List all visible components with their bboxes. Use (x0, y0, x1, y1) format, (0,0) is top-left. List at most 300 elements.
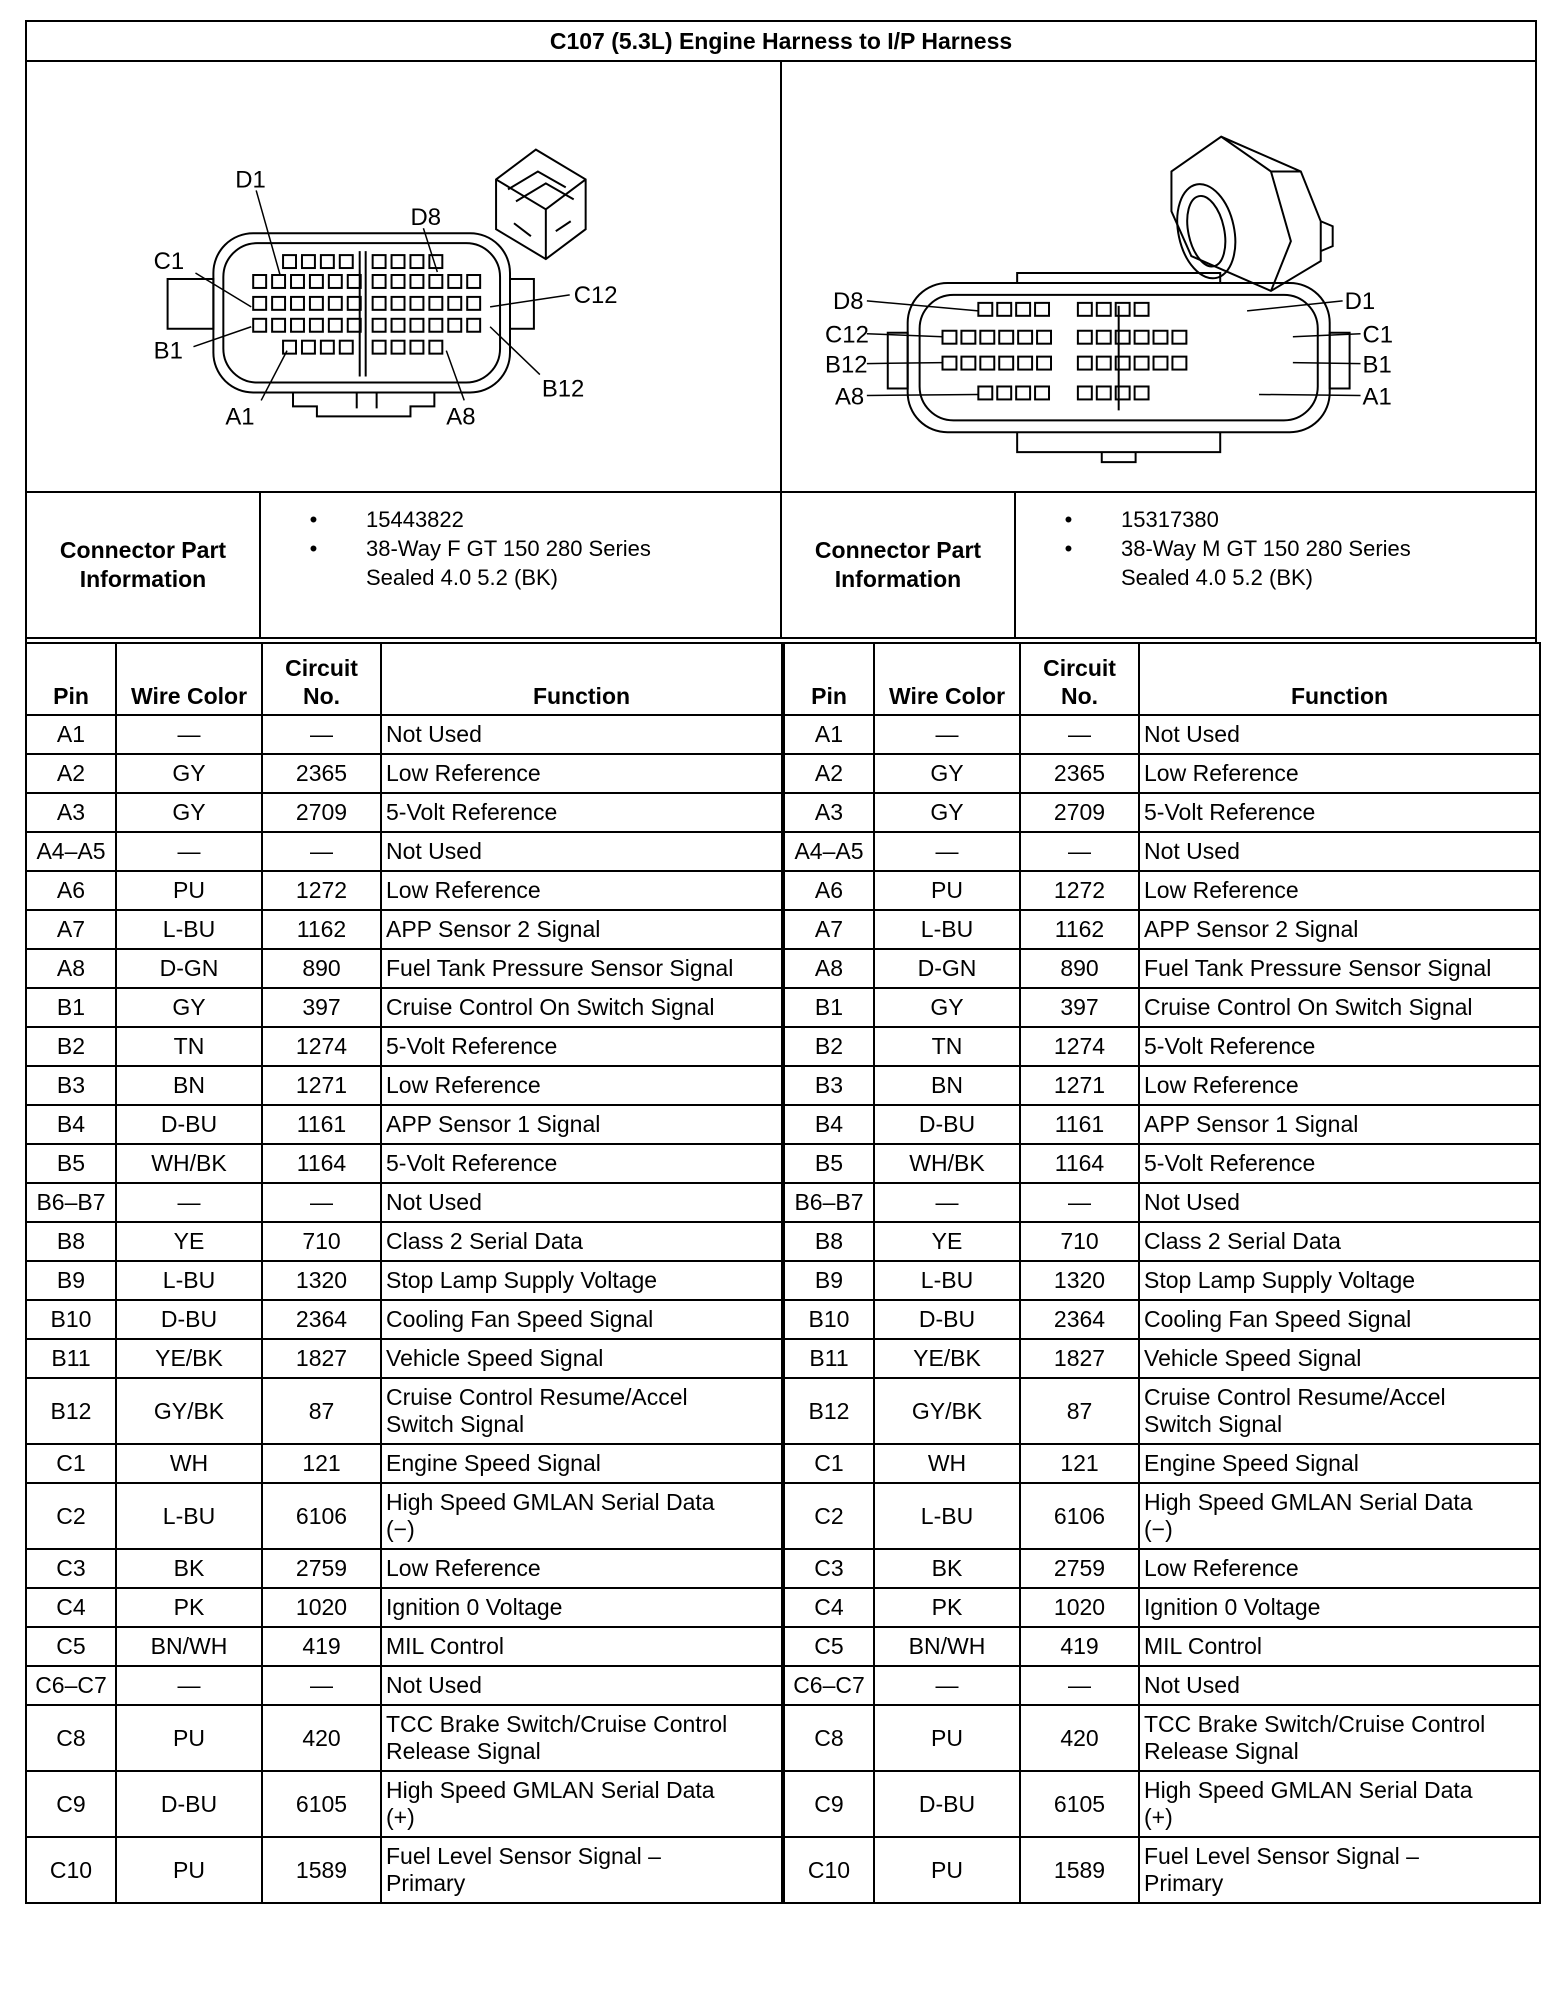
wire-color-cell: GY (116, 793, 262, 832)
function-cell: Not Used (381, 715, 782, 754)
cavity (429, 275, 442, 288)
bullet-icon: • (309, 507, 318, 532)
table-row (26, 910, 782, 949)
table-row (26, 1105, 782, 1144)
circuit-cell: 87 (262, 1378, 381, 1444)
pin-cell: B2 (784, 1027, 874, 1066)
wire-color-cell: PU (874, 1705, 1020, 1771)
table-row (26, 1339, 782, 1378)
table-row (784, 910, 1540, 949)
cavity (429, 319, 442, 332)
table-row (26, 988, 782, 1027)
wire-color-cell: GY (116, 988, 262, 1027)
function-cell: Low Reference (381, 871, 782, 910)
cavity (1097, 357, 1111, 370)
cavity (410, 341, 423, 354)
circuit-cell: 397 (262, 988, 381, 1027)
circuit-cell: — (1020, 1666, 1139, 1705)
circuit-cell: 890 (262, 949, 381, 988)
circuit-cell: 420 (262, 1705, 381, 1771)
circuit-cell: 6105 (262, 1771, 381, 1837)
pin-cell: B3 (784, 1066, 874, 1105)
page-title: C107 (5.3L) Engine Harness to I/P Harness (25, 20, 1537, 62)
cavity (410, 319, 423, 332)
header-function: Function (381, 643, 782, 715)
header-pin: Pin (26, 643, 116, 715)
function-cell: Fuel Level Sensor Signal – Primary (381, 1837, 782, 1903)
cavity (410, 275, 423, 288)
label-c1: C1 (1362, 321, 1394, 349)
table-row (784, 715, 1540, 754)
pin-cell: A1 (784, 715, 874, 754)
table-row (26, 1549, 782, 1588)
cavity (272, 319, 285, 332)
function-cell: Engine Speed Signal (1139, 1444, 1540, 1483)
pin-cell: B4 (784, 1105, 874, 1144)
table-row (784, 754, 1540, 793)
table-row (784, 1666, 1540, 1705)
circuit-cell: 2365 (1020, 754, 1139, 793)
circuit-cell: 1161 (262, 1105, 381, 1144)
cavity (997, 386, 1011, 399)
function-cell: Not Used (1139, 832, 1540, 871)
wire-color-cell: — (116, 1666, 262, 1705)
table-row (784, 1105, 1540, 1144)
cavity (1097, 303, 1111, 316)
table-row (784, 871, 1540, 910)
function-cell: TCC Brake Switch/Cruise Control Release Signal (1139, 1705, 1540, 1771)
function-cell: 5-Volt Reference (1139, 1144, 1540, 1183)
label-b1: B1 (1362, 351, 1392, 379)
pin-cell: B10 (26, 1300, 116, 1339)
circuit-cell: 1827 (262, 1339, 381, 1378)
cavity (980, 357, 994, 370)
cavity (1078, 357, 1092, 370)
cavity (1078, 331, 1092, 344)
circuit-cell: 1020 (262, 1588, 381, 1627)
wire-color-cell: — (116, 1183, 262, 1222)
cavity (1135, 357, 1149, 370)
table-row (26, 1627, 782, 1666)
header-pin: Pin (784, 643, 874, 715)
pin-cell: C8 (784, 1705, 874, 1771)
cavity (961, 331, 975, 344)
cavity (310, 319, 323, 332)
label-c12: C12 (573, 281, 618, 309)
right-part-info (780, 493, 1535, 637)
label-c12: C12 (825, 321, 869, 349)
function-cell: Fuel Level Sensor Signal – Primary (1139, 1837, 1540, 1903)
cavity (272, 297, 285, 310)
cavity (1078, 303, 1092, 316)
wire-color-cell: PU (116, 871, 262, 910)
function-cell: APP Sensor 2 Signal (1139, 910, 1540, 949)
function-cell: 5-Volt Reference (381, 793, 782, 832)
pin-cell: C8 (26, 1705, 116, 1771)
pin-cell: B9 (26, 1261, 116, 1300)
circuit-cell: 1272 (262, 871, 381, 910)
table-row (784, 1222, 1540, 1261)
function-cell: Not Used (381, 1183, 782, 1222)
bullet-icon: • (1064, 536, 1073, 561)
circuit-cell: 1271 (1020, 1066, 1139, 1105)
part-description: 38-Way F GT 150 280 Series Sealed 4.0 5.2 (BK) (366, 536, 651, 590)
circuit-cell: 1827 (1020, 1339, 1139, 1378)
circuit-cell: — (1020, 1183, 1139, 1222)
cavity (291, 319, 304, 332)
cavity (302, 341, 315, 354)
function-cell: Class 2 Serial Data (1139, 1222, 1540, 1261)
left-pin-table (25, 642, 783, 1904)
wire-color-cell: WH (116, 1444, 262, 1483)
function-cell: Ignition 0 Voltage (1139, 1588, 1540, 1627)
cavity (373, 297, 386, 310)
circuit-cell: 2709 (1020, 793, 1139, 832)
cavity (272, 275, 285, 288)
function-cell: High Speed GMLAN Serial Data (−) (381, 1483, 782, 1549)
table-row (784, 1483, 1540, 1549)
function-cell: MIL Control (381, 1627, 782, 1666)
pin-cell: B8 (784, 1222, 874, 1261)
cavity (1135, 331, 1149, 344)
label-d1: D1 (235, 166, 266, 194)
cavity (429, 297, 442, 310)
function-cell: Fuel Tank Pressure Sensor Signal (381, 949, 782, 988)
cavity (943, 357, 957, 370)
pin-cell: A7 (784, 910, 874, 949)
left-part-info (27, 493, 780, 637)
circuit-cell: 1161 (1020, 1105, 1139, 1144)
label-a8: A8 (835, 383, 865, 411)
circuit-cell: 890 (1020, 949, 1139, 988)
cavity (340, 341, 353, 354)
cavity (999, 357, 1013, 370)
cavity (253, 275, 266, 288)
circuit-cell: 121 (1020, 1444, 1139, 1483)
circuit-cell: 1164 (262, 1144, 381, 1183)
circuit-cell: 1162 (1020, 910, 1139, 949)
function-cell: High Speed GMLAN Serial Data (+) (381, 1771, 782, 1837)
cavity (1097, 386, 1111, 399)
wire-color-cell: YE (874, 1222, 1020, 1261)
circuit-cell: 121 (262, 1444, 381, 1483)
circuit-cell: 397 (1020, 988, 1139, 1027)
pin-cell: B3 (26, 1066, 116, 1105)
cavity (448, 275, 461, 288)
circuit-cell: 710 (262, 1222, 381, 1261)
table-row (26, 1066, 782, 1105)
function-cell: Engine Speed Signal (381, 1444, 782, 1483)
circuit-cell: 1274 (262, 1027, 381, 1066)
header-function: Function (1139, 643, 1540, 715)
circuit-cell: 2364 (262, 1300, 381, 1339)
cavity (980, 331, 994, 344)
wire-color-cell: PU (116, 1837, 262, 1903)
cavity (1172, 331, 1186, 344)
cavity (997, 303, 1011, 316)
circuit-cell: 1271 (262, 1066, 381, 1105)
cavity (1016, 303, 1030, 316)
cavity (253, 297, 266, 310)
function-cell: High Speed GMLAN Serial Data (+) (1139, 1771, 1540, 1837)
cavity (467, 297, 480, 310)
wire-color-cell: D-GN (116, 949, 262, 988)
function-cell: Not Used (1139, 715, 1540, 754)
pin-cell: C9 (26, 1771, 116, 1837)
function-cell: Not Used (1139, 1183, 1540, 1222)
circuit-cell: 710 (1020, 1222, 1139, 1261)
pin-cell: B11 (784, 1339, 874, 1378)
wire-color-cell: PK (874, 1588, 1020, 1627)
table-row (784, 1771, 1540, 1837)
pin-cell: B10 (784, 1300, 874, 1339)
function-cell: Low Reference (1139, 871, 1540, 910)
function-cell: 5-Volt Reference (381, 1144, 782, 1183)
table-row (26, 1144, 782, 1183)
pin-cell: B12 (26, 1378, 116, 1444)
wire-color-cell: D-BU (116, 1300, 262, 1339)
circuit-cell: 1320 (1020, 1261, 1139, 1300)
label-d1: D1 (1344, 287, 1376, 315)
pin-cell: B1 (784, 988, 874, 1027)
table-row (784, 1444, 1540, 1483)
wire-color-cell: YE (116, 1222, 262, 1261)
circuit-cell: 2759 (1020, 1549, 1139, 1588)
part-info-body (261, 493, 780, 637)
function-cell: Vehicle Speed Signal (381, 1339, 782, 1378)
wire-color-cell: PU (874, 871, 1020, 910)
cavity (448, 297, 461, 310)
wire-color-cell: L-BU (874, 1261, 1020, 1300)
cavity (392, 319, 405, 332)
cavity (392, 275, 405, 288)
table-row (26, 1771, 782, 1837)
label-b1: B1 (153, 337, 183, 365)
table-header-row (784, 643, 1540, 715)
part-info-body (1016, 493, 1535, 637)
wire-color-cell: L-BU (116, 910, 262, 949)
cavity (1135, 303, 1149, 316)
circuit-cell: 1272 (1020, 871, 1139, 910)
pin-cell: A6 (784, 871, 874, 910)
cavity (1016, 386, 1030, 399)
pin-cell: C10 (784, 1837, 874, 1903)
pin-cell: C6–C7 (784, 1666, 874, 1705)
wire-color-cell: — (874, 1666, 1020, 1705)
cavity (1172, 357, 1186, 370)
table-row (26, 793, 782, 832)
header-circuit: Circuit No. (1020, 643, 1139, 715)
wire-color-cell: L-BU (116, 1483, 262, 1549)
cavity (310, 275, 323, 288)
right-pin-table (783, 642, 1541, 1904)
table-row (26, 1222, 782, 1261)
function-cell: Cruise Control On Switch Signal (381, 988, 782, 1027)
table-header-row (26, 643, 782, 715)
function-cell: Class 2 Serial Data (381, 1222, 782, 1261)
wire-color-cell: YE/BK (116, 1339, 262, 1378)
circuit-cell: — (1020, 832, 1139, 871)
circuit-cell: 2365 (262, 754, 381, 793)
wire-color-cell: TN (116, 1027, 262, 1066)
table-row (26, 1378, 782, 1444)
function-cell: High Speed GMLAN Serial Data (−) (1139, 1483, 1540, 1549)
table-row (784, 1183, 1540, 1222)
function-cell: 5-Volt Reference (1139, 1027, 1540, 1066)
part-number: 15317380 (1121, 507, 1219, 532)
table-row (784, 1339, 1540, 1378)
cavity (283, 341, 296, 354)
label-d8: D8 (410, 204, 441, 232)
label-c1: C1 (153, 248, 185, 276)
pin-cell: C2 (26, 1483, 116, 1549)
wire-color-cell: D-BU (116, 1105, 262, 1144)
cavity (978, 303, 992, 316)
table-row (784, 1300, 1540, 1339)
table-row (784, 1378, 1540, 1444)
pin-cell: A8 (784, 949, 874, 988)
header-wire-color: Wire Color (874, 643, 1020, 715)
function-cell: Low Reference (381, 1549, 782, 1588)
pin-cell: C3 (26, 1549, 116, 1588)
table-row (26, 1483, 782, 1549)
table-row (784, 832, 1540, 871)
wire-color-cell: — (874, 715, 1020, 754)
pin-cell: C6–C7 (26, 1666, 116, 1705)
cavity (291, 297, 304, 310)
circuit-cell: 1274 (1020, 1027, 1139, 1066)
function-cell: Low Reference (1139, 754, 1540, 793)
pin-cell: A7 (26, 910, 116, 949)
cavity (467, 319, 480, 332)
left-connector-diagram (27, 62, 780, 491)
table-row (26, 1300, 782, 1339)
cavity (1035, 386, 1049, 399)
function-cell: Not Used (1139, 1666, 1540, 1705)
table-row (26, 871, 782, 910)
function-cell: Cruise Control On Switch Signal (1139, 988, 1540, 1027)
cavity (1154, 331, 1168, 344)
wire-color-cell: GY (874, 793, 1020, 832)
function-cell: Ignition 0 Voltage (381, 1588, 782, 1627)
wire-color-cell: GY/BK (116, 1378, 262, 1444)
cavity (1037, 357, 1051, 370)
table-row (784, 1066, 1540, 1105)
cavity (392, 341, 405, 354)
cavity (321, 341, 334, 354)
part-number: 15443822 (366, 507, 464, 532)
function-cell: 5-Volt Reference (381, 1027, 782, 1066)
pin-cell: A2 (784, 754, 874, 793)
pin-cell: A8 (26, 949, 116, 988)
female-connector-drawing (27, 62, 780, 491)
wire-color-cell: — (874, 832, 1020, 871)
table-row (784, 1705, 1540, 1771)
wire-color-cell: D-GN (874, 949, 1020, 988)
label-a8: A8 (446, 403, 476, 431)
wire-color-cell: BN (874, 1066, 1020, 1105)
function-cell: APP Sensor 1 Signal (381, 1105, 782, 1144)
wire-color-cell: TN (874, 1027, 1020, 1066)
table-row (784, 1261, 1540, 1300)
circuit-cell: 6106 (262, 1483, 381, 1549)
cavity (392, 297, 405, 310)
part-info-label: Connector Part Information (27, 493, 261, 637)
cavity (283, 255, 296, 268)
pin-cell: C1 (784, 1444, 874, 1483)
pin-cell: B1 (26, 988, 116, 1027)
circuit-cell: — (1020, 715, 1139, 754)
pin-cell: B12 (784, 1378, 874, 1444)
circuit-cell: 2364 (1020, 1300, 1139, 1339)
function-cell: Cooling Fan Speed Signal (381, 1300, 782, 1339)
function-cell: Fuel Tank Pressure Sensor Signal (1139, 949, 1540, 988)
circuit-cell: — (262, 1666, 381, 1705)
connector-sheet (25, 20, 1537, 1904)
cavity (999, 331, 1013, 344)
part-description: 38-Way M GT 150 280 Series Sealed 4.0 5.2 (BK) (1121, 536, 1411, 590)
bullet-icon: • (309, 536, 318, 561)
label-b12: B12 (541, 375, 585, 403)
pin-cell: A3 (784, 793, 874, 832)
pin-cell: B4 (26, 1105, 116, 1144)
function-cell: Not Used (381, 1666, 782, 1705)
wire-color-cell: GY/BK (874, 1378, 1020, 1444)
table-row (26, 1588, 782, 1627)
wire-color-cell: D-BU (874, 1771, 1020, 1837)
function-cell: Vehicle Speed Signal (1139, 1339, 1540, 1378)
function-cell: Cooling Fan Speed Signal (1139, 1300, 1540, 1339)
function-cell: Stop Lamp Supply Voltage (1139, 1261, 1540, 1300)
wire-color-cell: D-BU (874, 1300, 1020, 1339)
function-cell: APP Sensor 1 Signal (1139, 1105, 1540, 1144)
table-row (26, 1666, 782, 1705)
pin-cell: A1 (26, 715, 116, 754)
table-row (26, 832, 782, 871)
male-connector-drawing (782, 62, 1535, 491)
wire-color-cell: PK (116, 1588, 262, 1627)
wire-color-cell: D-BU (874, 1105, 1020, 1144)
pin-cell: A3 (26, 793, 116, 832)
pin-cell: C9 (784, 1771, 874, 1837)
table-row (784, 1027, 1540, 1066)
function-cell: Not Used (381, 832, 782, 871)
table-row (784, 988, 1540, 1027)
cavity (373, 275, 386, 288)
function-cell: Cruise Control Resume/Accel Switch Signal (381, 1378, 782, 1444)
cavity (253, 319, 266, 332)
table-row (784, 1837, 1540, 1903)
function-cell: APP Sensor 2 Signal (381, 910, 782, 949)
circuit-cell: 87 (1020, 1378, 1139, 1444)
label-a1: A1 (225, 403, 255, 431)
pin-cell: B6–B7 (784, 1183, 874, 1222)
bullet-icon: • (1064, 507, 1073, 532)
cavity (1018, 357, 1032, 370)
cavity (943, 331, 957, 344)
table-row (784, 793, 1540, 832)
table-row (26, 1705, 782, 1771)
function-cell: Low Reference (381, 754, 782, 793)
circuit-cell: 6106 (1020, 1483, 1139, 1549)
wire-color-cell: BK (116, 1549, 262, 1588)
wire-color-cell: BK (874, 1549, 1020, 1588)
pin-cell: B5 (26, 1144, 116, 1183)
table-row (26, 1183, 782, 1222)
wire-color-cell: PU (874, 1837, 1020, 1903)
pin-cell: B8 (26, 1222, 116, 1261)
cavity (329, 319, 342, 332)
